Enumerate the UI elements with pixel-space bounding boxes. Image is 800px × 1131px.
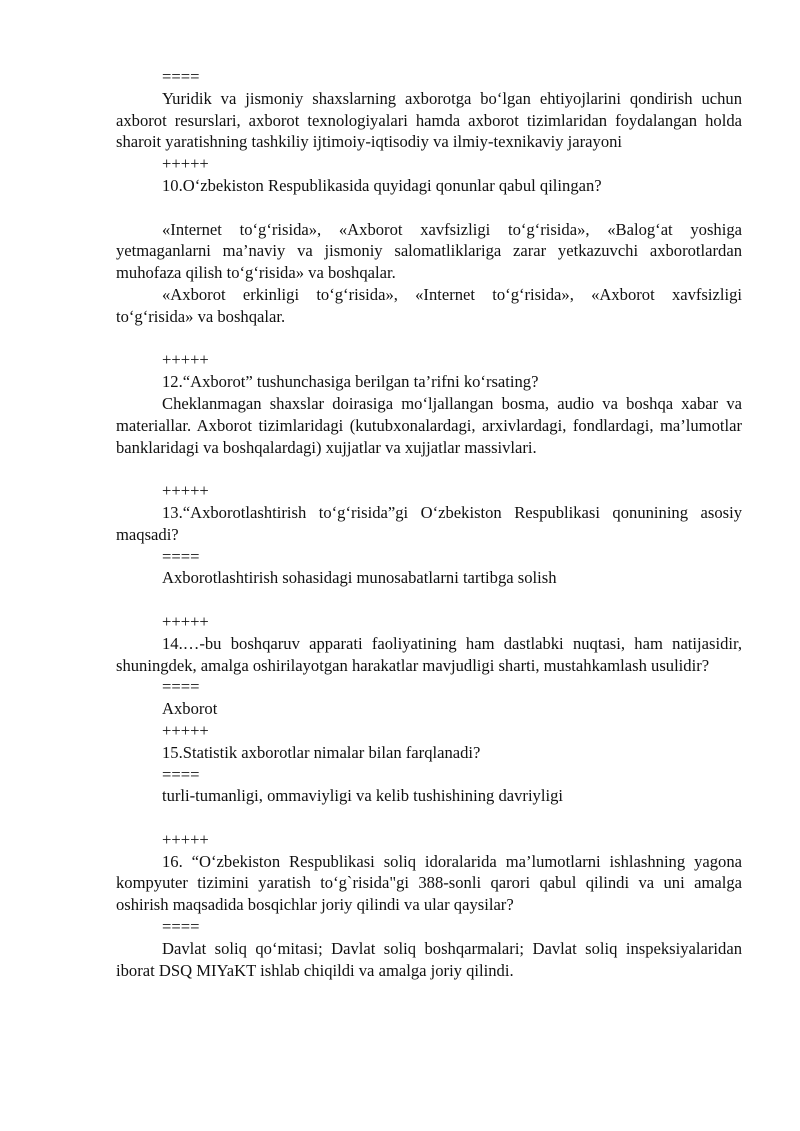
answer-paragraph: Davlat soliq qo‘mitasi; Davlat soliq boshqarmalari; Davlat soliq inspeksiyalaridan iborat DSQ MIYaKT ishlab chiqildi va amalga joriy qilindi. [116, 938, 742, 980]
separator-equals: ==== [162, 917, 200, 937]
question-16: 16. “O‘zbekiston Respublikasi soliq idoralarida ma’lumotlarni ishlashning yagona kompyuter tizimini yaratish to‘g`risida"gi 388-sonli qarori qabul qilindi va uni amalga oshirish maqsadida bosqichlar joriy qilindi va ular qaysilar? [116, 851, 742, 915]
answer-option: «Axborot erkinligi to‘g‘risida», «Internet to‘g‘risida», «Axborot xavfsizligi to‘g‘risida» va boshqalar. [116, 284, 742, 326]
answer-option: «Internet to‘g‘risida», «Axborot xavfsizligi to‘g‘risida», «Balog‘at yoshiga yetmaganlarni ma’naviy va jismoniy salomatliklariga zarar yetkazuvchi axborotlardan muhofaza qilish to‘g‘risida» va boshqalar. [116, 219, 742, 283]
separator-plus: +++++ [162, 611, 209, 631]
answer-paragraph: turli-tumanligi, ommaviyligi va kelib tushishining davriyligi [162, 786, 563, 806]
separator-plus: +++++ [162, 350, 209, 370]
question-14: 14.…-bu boshqaruv apparati faoliyatining ham dastlabki nuqtasi, ham natijasidir, shuningdek, amalga oshirilayotgan harakatlar mavjudligi sharti, mustahkamlash usulidir? [116, 633, 742, 675]
answer-paragraph: Yuridik va jismoniy shaxslarning axborotga bo‘lgan ehtiyojlarini qondirish uchun axborot resurslari, axborot texnologiyalari hamda axborot tizimlaridan foydalangan holda sharoit yaratishning tashkiliy ijtimoiy-iqtisodiy va ilmiy-texnikaviy jarayoni [116, 88, 742, 152]
answer-paragraph: Axborotlashtirish sohasidagi munosabatlarni tartibga solish [162, 568, 557, 588]
separator-plus: +++++ [162, 829, 209, 849]
blank-line [116, 328, 742, 350]
question-13: 13.“Axborotlashtirish to‘g‘risida”gi O‘zbekiston Respublikasi qonunining asosiy maqsadi? [116, 502, 742, 544]
separator-plus: +++++ [162, 481, 209, 501]
blank-line [116, 589, 742, 611]
answer-paragraph: Cheklanmagan shaxslar doirasiga mo‘ljallangan bosma, audio va boshqa xabar va materiallar. Axborot tizimlaridagi (kutubxonalardagi, arxivlardagi, fondlardagi, ma’lumotlar banklaridagi va boshqalardagi) xujjatlar va xujjatlar massivlari. [116, 393, 742, 457]
blank-line [116, 197, 742, 219]
question-12: 12.“Axborot” tushunchasiga berilgan ta’rifni ko‘rsating? [162, 372, 539, 392]
separator-equals: ==== [162, 67, 200, 86]
separator-equals: ==== [162, 677, 200, 697]
separator-plus: +++++ [162, 154, 209, 174]
blank-line [116, 458, 742, 480]
separator-plus: +++++ [162, 720, 209, 740]
question-15: 15.Statistik axborotlar nimalar bilan farqlanadi? [162, 742, 481, 762]
separator-equals: ==== [162, 546, 200, 566]
blank-line [116, 807, 742, 829]
answer-paragraph: Axborot [162, 699, 218, 719]
separator-equals: ==== [162, 764, 200, 784]
document-page [116, 66, 742, 981]
question-10: 10.O‘zbekiston Respublikasida quyidagi qonunlar qabul qilingan? [162, 175, 602, 195]
